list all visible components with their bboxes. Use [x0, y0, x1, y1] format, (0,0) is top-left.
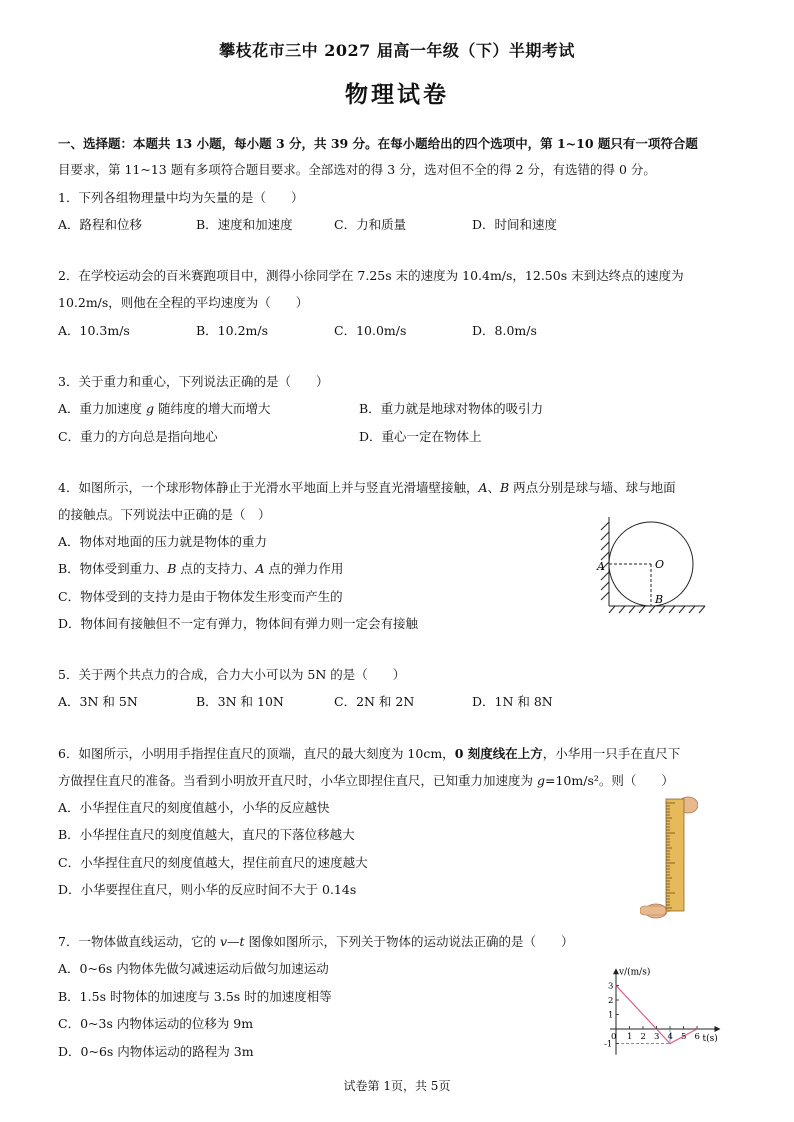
q4-stem-line2: 的接触点。下列说法中正确的是（ ） — [58, 507, 271, 522]
q4-option-b-pointa: A — [255, 561, 265, 576]
q4-stem-sep: 、 — [487, 480, 501, 495]
y-tick-label: 3 — [608, 981, 614, 992]
q7-option-d: D．0~6s 内物体运动的路程为 3m — [58, 1044, 254, 1059]
x-tick-label: 0 — [611, 1032, 617, 1042]
q4-option-c: C．物体受到的支持力是由于物体发生形变而产生的 — [58, 589, 343, 604]
q4-option-b-pre: B．物体受到重力、 — [58, 561, 168, 576]
q1-option-b: B．速度和加速度 — [196, 217, 293, 232]
q4-option-b-post: 点的弹力作用 — [264, 561, 344, 576]
figure-label-o: O — [655, 558, 665, 571]
q4-option-b — [58, 559, 343, 577]
q7-option-a: A．0~6s 内物体先做匀减速运动后做匀加速运动 — [58, 961, 329, 976]
chart-x-axis-label: t(s) — [702, 1034, 718, 1044]
q7-option-b: B．1.5s 时物体的加速度与 3.5s 时的加速度相等 — [58, 989, 332, 1004]
q5-option-a: A．3N 和 5N — [58, 694, 138, 709]
q4-option-d: D．物体间有接触但不一定有弹力，物体间有弹力则一定会有接触 — [58, 616, 419, 631]
q2-option-c: C．10.0m/s — [334, 323, 407, 338]
q7-option-c: C．0~3s 内物体运动的位移为 9m — [58, 1016, 254, 1031]
q4-stem-line1 — [58, 478, 676, 496]
q5-option-b: B．3N 和 10N — [196, 694, 284, 709]
q6-stem-line2 — [58, 771, 674, 789]
q2-option-d: D．8.0m/s — [472, 323, 537, 338]
q3-option-c: C．重力的方向总是指向地心 — [58, 429, 218, 444]
paper-title: 物理试卷 — [345, 81, 449, 108]
x-tick-label: 5 — [681, 1032, 687, 1042]
figure-label-b: B — [655, 593, 664, 606]
q4-stem-b: B — [500, 480, 510, 495]
q1-option-a: A．路程和位移 — [58, 217, 143, 232]
q4-stem-pre: 4．如图所示，一个球形物体静止于光滑水平地面上并与竖直光滑墙壁接触， — [58, 480, 479, 495]
q5-option-d: D．1N 和 8N — [472, 694, 553, 709]
q3-stem: 3．关于重力和重心，下列说法正确的是（ ） — [58, 374, 329, 389]
q4-option-b-mid: 点的支持力、 — [176, 561, 256, 576]
q6-stem2-post: =10m/s²。则（ ） — [545, 773, 674, 788]
q5-stem: 5．关于两个共点力的合成，合力大小可以为 5N 的是（ ） — [58, 667, 406, 682]
q3-option-a-post: 随纬度的增大而增大 — [154, 401, 271, 416]
q6-option-b: B．小华捏住直尺的刻度值越大，直尺的下落位移越大 — [58, 827, 355, 842]
section-heading-line2: 目要求，第 11~13 题有多项符合题目要求。全部选对的得 3 分，选对但不全的得 2 分，有选错的得 0 分。 — [58, 162, 656, 177]
q6-stem-bold: 0 刻度线在上方 — [454, 746, 543, 761]
q2-option-b: B．10.2m/s — [196, 323, 268, 338]
q6-option-c: C．小华捏住直尺的刻度值越大，捏住前直尺的速度越大 — [58, 855, 368, 870]
q4-stem-a: A — [478, 480, 488, 495]
q2-stem-line1: 2．在学校运动会的百米赛跑项目中，测得小徐同学在 7.25s 末的速度为 10.4m/s，12.50s 末到达终点的速度为 — [58, 268, 684, 283]
x-axis-arrow — [715, 1026, 721, 1032]
q7-vt-chart — [598, 955, 748, 1065]
chart-tick-labels — [604, 982, 700, 1050]
ruler-body — [666, 799, 684, 911]
y-tick-label: -1 — [604, 1039, 613, 1050]
q7-stem-post: 图像如图所示，下列关于物体的运动说法正确的是（ ） — [244, 934, 574, 949]
q3-option-d: D．重心一定在物体上 — [359, 429, 482, 444]
q1-stem: 1．下列各组物理量中均为矢量的是（ ） — [58, 190, 304, 205]
x-tick-label: 3 — [654, 1032, 660, 1042]
q3-option-a-var: g — [146, 401, 155, 416]
q7-stem-var: v—t — [219, 934, 245, 949]
q4-option-b-pointb: B — [167, 561, 177, 576]
q3-option-b: B．重力就是地球对物体的吸引力 — [359, 401, 544, 416]
q6-stem-pre: 6．如图所示，小明用手指捏住直尺的顶端，直尺的最大刻度为 10cm， — [58, 746, 455, 761]
q7-stem — [58, 932, 574, 950]
q3-option-a-pre: A．重力加速度 — [58, 401, 147, 416]
y-tick-label: 1 — [608, 1010, 614, 1021]
q6-option-a: A．小华捏住直尺的刻度值越小，小华的反应越快 — [58, 800, 330, 815]
figure-label-a: A — [597, 560, 605, 573]
chart-y-axis-label: v/(m/s) — [619, 967, 651, 978]
y-tick-label: 2 — [608, 996, 614, 1006]
q3-option-a — [58, 399, 271, 417]
q2-option-a: A．10.3m/s — [58, 323, 130, 338]
q6-stem-post: ，小华用一只手在直尺下 — [542, 746, 681, 761]
page-footer: 试卷第 1页，共 5页 — [343, 1079, 451, 1093]
velocity-data-point — [669, 1043, 671, 1045]
q4-stem-post: 两点分别是球与墙、球与地面 — [509, 480, 676, 495]
q1-option-d: D．时间和速度 — [472, 217, 558, 232]
bottom-hand-fingers — [640, 906, 666, 915]
x-tick-label: 4 — [667, 1032, 673, 1042]
x-tick-label: 1 — [627, 1032, 633, 1042]
q2-stem-line2: 10.2m/s，则他在全程的平均速度为（ ） — [58, 295, 309, 310]
x-tick-label: 6 — [694, 1032, 700, 1042]
q7-stem-pre: 7．一物体做直线运动，它的 — [58, 934, 220, 949]
q6-ruler-figure — [640, 793, 698, 923]
q6-option-d: D．小华要捏住直尺，则小华的反应时间不大于 0.14s — [58, 882, 357, 897]
q1-option-c: C．力和质量 — [334, 217, 407, 232]
q6-stem2-pre: 方做捏住直尺的准备。当看到小明放开直尺时，小华立即捏住直尺，已知重力加速度为 — [58, 773, 537, 788]
q4-ball-wall-figure — [595, 512, 715, 617]
q6-stem-line1 — [58, 744, 680, 762]
ground-hatching — [609, 606, 705, 613]
q6-stem2-var: g — [536, 773, 545, 788]
x-tick-label: 2 — [640, 1032, 646, 1042]
q4-option-a: A．物体对地面的压力就是物体的重力 — [58, 534, 268, 549]
section-heading-line1: 一、选择题：本题共 13 小题，每小题 3 分，共 39 分。在每小题给出的四个选项中，第 1~10 题只有一项符合题 — [58, 136, 698, 151]
exam-school-title: 攀枝花市三中 2027 届高一年级（下）半期考试 — [219, 41, 575, 60]
q5-option-c: C．2N 和 2N — [334, 694, 415, 709]
